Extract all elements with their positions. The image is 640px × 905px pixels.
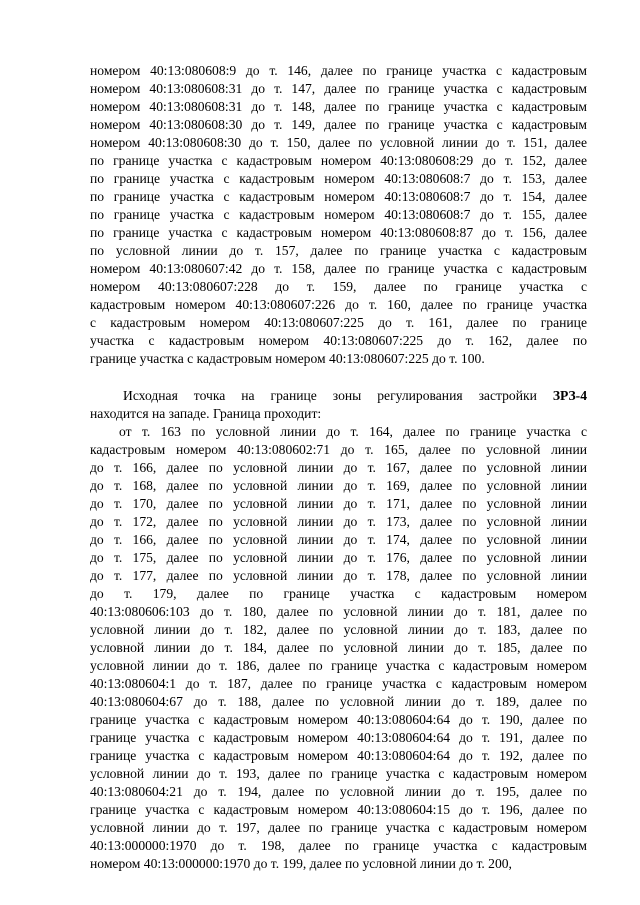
text-line: условной линии до т. 186, далее по границе участка с кадастровым номером [90,658,587,673]
text-line: по границе участка с кадастровым номером 40:13:080608:7 до т. 153, далее [90,171,587,186]
text-line: номером 40:13:080607:228 до т. 159, далее по границе участка с [90,279,587,294]
text-line: до т. 172, далее по условной линии до т. 173, далее по условной линии [90,514,587,529]
text-line: до т. 168, далее по условной линии до т. 169, далее по условной линии [90,478,587,493]
text-line: кадастровым номером 40:13:080602:71 до т. 165, далее по условной линии [90,442,587,457]
text-line: номером 40:13:080608:31 до т. 147, далее по границе участка с кадастровым [90,81,587,96]
text-line: по границе участка с кадастровым номером 40:13:080608:7 до т. 154, далее [90,189,587,204]
text-line: по границе участка с кадастровым номером 40:13:080608:29 до т. 152, далее [90,153,587,168]
text-line: номером 40:13:080608:30 до т. 150, далее по условной линии до т. 151, далее [90,135,587,150]
paragraph-gap [90,368,587,387]
text-line: границе участка с кадастровым номером 40:13:080604:64 до т. 191, далее по [90,730,587,745]
text-line: границе участка с кадастровым номером 40:13:080604:64 до т. 192, далее по [90,748,587,763]
text-line: условной линии до т. 193, далее по границе участка с кадастровым номером [90,766,587,781]
text-line: по границе участка с кадастровым номером 40:13:080608:7 до т. 155, далее [90,207,587,222]
text-line: участка с кадастровым номером 40:13:080607:225 до т. 162, далее по [90,333,587,348]
text-line: 40:13:000000:1970 до т. 198, далее по границе участка с кадастровым [90,838,587,853]
zone-intro-text: Исходная точка на границе зоны регулирования застройки [123,388,553,403]
text-line: 40:13:080604:21 до т. 194, далее по условной линии до т. 195, далее по [90,784,587,799]
text-line: 40:13:080606:103 до т. 180, далее по условной линии до т. 181, далее по [90,604,587,619]
zone-boundary-paragraph [90,423,587,873]
text-line: условной линии до т. 184, далее по условной линии до т. 185, далее по [90,640,587,655]
text-line: по условной линии до т. 157, далее по границе участка с кадастровым [90,243,587,258]
text-line: 40:13:080604:67 до т. 188, далее по условной линии до т. 189, далее по [90,694,587,709]
zone-intro-line-2: находится на западе. Граница проходит: [90,406,322,421]
text-line: границе участка с кадастровым номером 40:13:080604:64 до т. 190, далее по [90,712,587,727]
text-line: до т. 166, далее по условной линии до т. 167, далее по условной линии [90,460,587,475]
text-line: до т. 179, далее по границе участка с кадастровым номером [90,586,587,601]
zone-intro-line [90,387,587,405]
text-line: условной линии до т. 197, далее по границе участка с кадастровым номером [90,820,587,835]
boundary-description-paragraph [90,62,587,368]
text-line: номером 40:13:080608:31 до т. 148, далее по границе участка с кадастровым [90,99,587,114]
text-line: номером 40:13:000000:1970 до т. 199, далее по условной линии до т. 200, [90,856,512,871]
text-line: до т. 175, далее по условной линии до т. 176, далее по условной линии [90,550,587,565]
text-line: границе участка с кадастровым номером 40:13:080607:225 до т. 100. [90,351,485,366]
text-line: границе участка с кадастровым номером 40:13:080604:15 до т. 196, далее по [90,802,587,817]
text-line: от т. 163 по условной линии до т. 164, далее по границе участка с [119,424,587,439]
text-line: номером 40:13:080608:30 до т. 149, далее по границе участка с кадастровым [90,117,587,132]
zone-code: ЗРЗ-4 [552,388,587,403]
text-line: до т. 166, далее по условной линии до т. 174, далее по условной линии [90,532,587,547]
text-line: кадастровым номером 40:13:080607:226 до т. 160, далее по границе участка [90,297,587,312]
zone-intro-paragraph [90,387,587,423]
text-line: до т. 170, далее по условной линии до т. 171, далее по условной линии [90,496,587,511]
document-page [90,62,587,873]
text-line: по границе участка с кадастровым номером 40:13:080608:87 до т. 156, далее [90,225,587,240]
text-line: номером 40:13:080608:9 до т. 146, далее по границе участка с кадастровым [90,63,587,78]
text-line: до т. 177, далее по условной линии до т. 178, далее по условной линии [90,568,587,583]
text-line: условной линии до т. 182, далее по условной линии до т. 183, далее по [90,622,587,637]
text-line: номером 40:13:080607:42 до т. 158, далее по границе участка с кадастровым [90,261,587,276]
text-line: с кадастровым номером 40:13:080607:225 до т. 161, далее по границе [90,315,587,330]
text-line: 40:13:080604:1 до т. 187, далее по границе участка с кадастровым номером [90,676,587,691]
